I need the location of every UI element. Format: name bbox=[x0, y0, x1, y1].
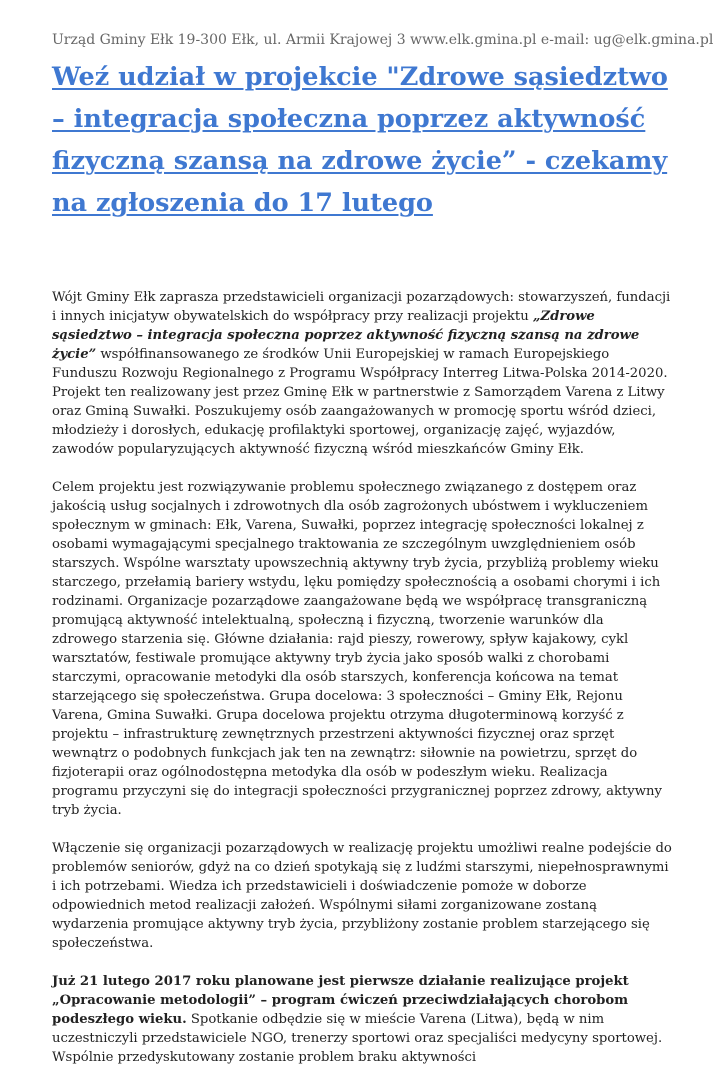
paragraph-ngo-involvement: Włączenie się organizacji pozarządowych w realizację projektu umożliwi realne podejście do problemów seniorów, gdyż na co dzień spotykają się z ludźmi starszymi, niepełnosprawnymi i ich potrzebami. Wiedza ich przedstawicieli i doświadczenie pomoże w doborze odpowiednich metod realizacji założeń. Wspólnymi siłami zorganizowane zostaną wydarzenia promujące aktywny tryb życia, przybliżony zostanie problem starzejącego się społeczeństwa. bbox=[52, 841, 672, 951]
paragraph-invitation bbox=[52, 288, 672, 459]
paragraph-first-action bbox=[52, 972, 672, 1067]
paragraph-project-goal: Celem projektu jest rozwiązywanie problemu społecznego związanego z dostępem oraz jakością usług socjalnych i zdrowotnych dla osób zagrożonych ubóstwem i wykluczeniem społecznym w gminach: Ełk, Varena, Suwałki, poprzez integrację społeczności lokalnej z osobami wymagającymi specjalnego traktowania ze szczególnym uwzględnieniem osób starszych. Wspólne warsztaty upowszechnią aktywny tryb życia, przybliżą problemy wieku starczego, przełamią bariery wstydu, lęku pomiędzy społecznością a osobami chorymi i ich rodzinami. Organizacje pozarządowe zaangażowane będą we współpracę transgraniczną promującą aktywność intelektualną, społeczną i fizyczną, tworzenie warunków dla zdrowego starzenia się. Główne działania: rajd pieszy, rowerowy, spływ kajakowy, cykl warsztatów, festiwale promujące aktywny tryb życia jako sposób walki z chorobami starczymi, opracowanie metodyki dla osób starszych, konferencja końcowa na temat starzejącego się społeczeństwa. Grupa docelowa: 3 społeczności – Gminy Ełk, Rejonu Varena, Gmina Suwałki. Grupa docelowa projektu otrzyma długoterminową korzyść z projektu – infrastrukturę zewnętrznych przestrzeni aktywności fizycznej oraz sprzęt wewnątrz o podobnych funkcjach jak ten na zewnątrz: siłownie na powietrzu, sprzęt do fizjoterapii oraz ogólnodostępna metodyka dla osób w podeszłym wieku. Realizacja programu przyczyni się do integracji społeczności przygranicznej poprzez zdrowy, aktywny tryb życia. bbox=[52, 480, 662, 818]
first-action-bold: Już 21 lutego 2017 roku planowane jest pierwsze działanie realizujące projekt „Opracowanie metodologii” – program ćwiczeń przeciwdziałających chorobom podeszłego wieku. bbox=[52, 974, 629, 1027]
article-body bbox=[52, 288, 672, 1086]
paragraph-invitation-rest: współfinansowanego ze środków Unii Europejskiej w ramach Europejskiego Funduszu Rozwoju Regionalnego z Programu Współpracy Interreg Litwa-Polska 2014-2020. Projekt ten realizowany jest przez Gminę Ełk w partnerstwie z Samorządem Varena z Litwy oraz Gminą Suwałki. Poszukujemy osób zaangażowanych w promocję sportu wśród dzieci, młodzieży i dorosłych, edukację profilaktyki sportowej, organizację zajęć, wyjazdów, zawodów popularyzujących aktywność fizyczną wśród mieszkańców Gminy Ełk. bbox=[52, 347, 668, 457]
article-title-link[interactable]: Weź udział w projekcie "Zdrowe sąsiedztwo – integracja społeczna poprzez aktywność fizyczną szansą na zdrowe życie” - czekamy na zgłoszenia do 17 lutego bbox=[52, 62, 668, 218]
paragraph-invitation-intro: Wójt Gminy Ełk zaprasza przedstawicieli organizacji pozarządowych: stowarzyszeń, fundacji i innych inicjatyw obywatelskich do współpracy przy realizacji projektu bbox=[52, 290, 671, 324]
header-contact-line: Urząd Gminy Ełk 19-300 Ełk, ul. Armii Krajowej 3 www.elk.gmina.pl e-mail: ug@elk.gmina.pl bbox=[52, 32, 714, 48]
project-name-emphasis: „Zdrowe sąsiedztwo – integracja społeczna poprzez aktywność fizyczną szansą na zdrowe życie” bbox=[52, 309, 640, 362]
first-action-details: Spotkanie odbędzie się w mieście Varena (Litwa), będą w nim uczestniczyli przedstawiciele NGO, trenerzy sportowi oraz specjaliści medycyny sportowej. Wspólnie przedyskutowany zostanie problem braku aktywności bbox=[52, 1012, 663, 1065]
